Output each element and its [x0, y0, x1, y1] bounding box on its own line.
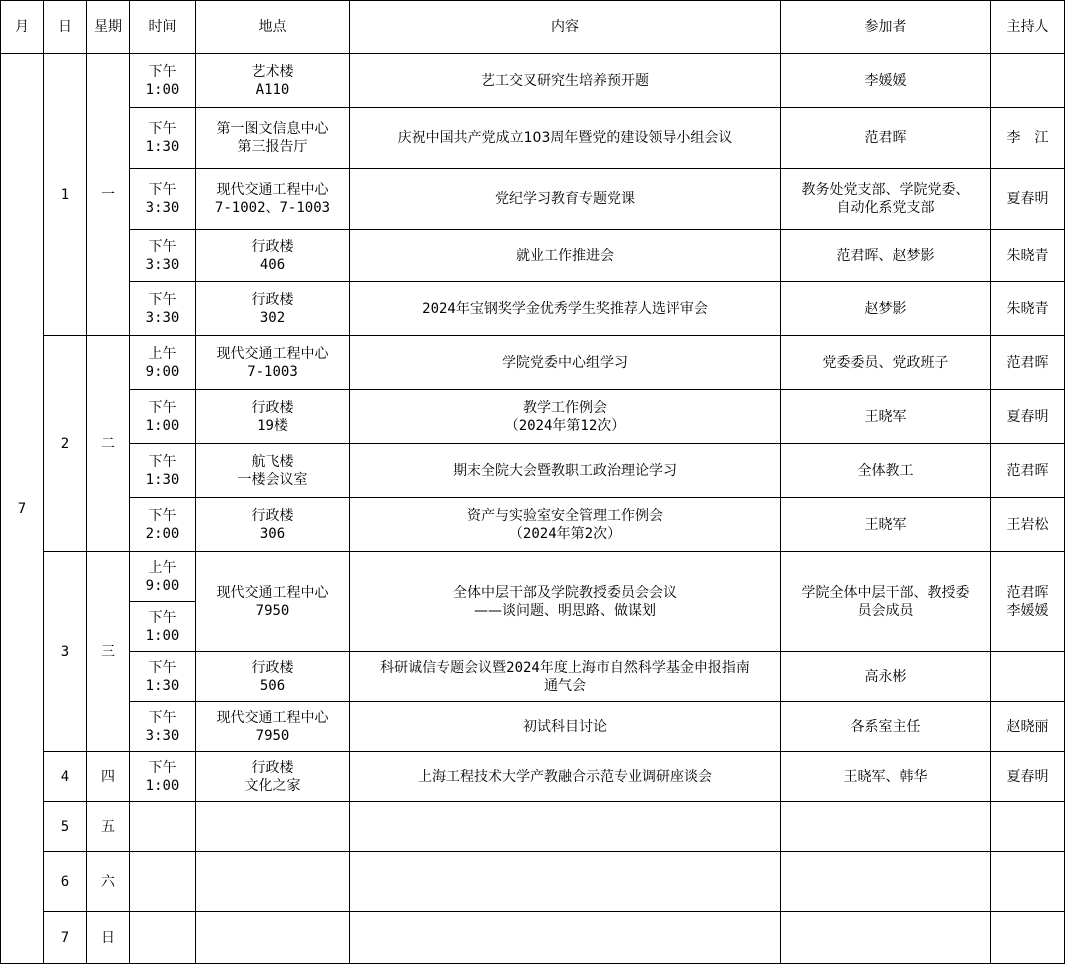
host-cell: 王岩松 — [991, 498, 1065, 552]
location-cell: 现代交通工程中心 7-1003 — [196, 336, 350, 390]
participants-cell: 教务处党支部、学院党委、 自动化系党支部 — [781, 169, 991, 230]
location-cell: 现代交通工程中心 7950 — [196, 552, 350, 652]
location-cell: 航飞楼 一楼会议室 — [196, 444, 350, 498]
time-cell: 下午 1:30 — [130, 108, 196, 169]
day-cell: 1 — [44, 54, 87, 336]
content-cell — [350, 852, 781, 912]
participants-cell — [781, 912, 991, 964]
participants-cell: 王晓军 — [781, 390, 991, 444]
content-cell: 2024年宝钢奖学金优秀学生奖推荐人选评审会 — [350, 282, 781, 336]
location-cell — [196, 852, 350, 912]
location-cell: 行政楼 306 — [196, 498, 350, 552]
time-cell: 下午 1:00 — [130, 390, 196, 444]
host-cell — [991, 802, 1065, 852]
time-cell: 下午 1:00 — [130, 752, 196, 802]
participants-cell — [781, 852, 991, 912]
location-cell — [196, 802, 350, 852]
header-weekday: 星期 — [87, 1, 130, 54]
time-cell: 下午 3:30 — [130, 230, 196, 282]
host-cell: 夏春明 — [991, 752, 1065, 802]
weekday-cell: 二 — [87, 336, 130, 552]
table-row — [1, 652, 1065, 702]
host-cell: 夏春明 — [991, 169, 1065, 230]
content-cell: 全体中层干部及学院教授委员会会议 ——谈问题、明思路、做谋划 — [350, 552, 781, 652]
weekday-cell: 日 — [87, 912, 130, 964]
time-cell: 下午 1:30 — [130, 652, 196, 702]
participants-cell: 李媛媛 — [781, 54, 991, 108]
content-cell: 资产与实验室安全管理工作例会 （2024年第2次） — [350, 498, 781, 552]
participants-cell: 高永彬 — [781, 652, 991, 702]
content-cell: 上海工程技术大学产教融合示范专业调研座谈会 — [350, 752, 781, 802]
location-cell — [196, 912, 350, 964]
location-cell: 现代交通工程中心 7950 — [196, 702, 350, 752]
host-cell — [991, 652, 1065, 702]
weekday-cell: 四 — [87, 752, 130, 802]
location-cell: 艺术楼 A110 — [196, 54, 350, 108]
table-row — [1, 108, 1065, 169]
participants-cell: 王晓军、韩华 — [781, 752, 991, 802]
table-row — [1, 852, 1065, 912]
participants-cell: 赵梦影 — [781, 282, 991, 336]
time-cell: 上午 9:00 — [130, 552, 196, 602]
time-cell: 下午 3:30 — [130, 702, 196, 752]
participants-cell: 范君晖、赵梦影 — [781, 230, 991, 282]
location-cell: 行政楼 406 — [196, 230, 350, 282]
location-cell: 现代交通工程中心 7-1002、7-1003 — [196, 169, 350, 230]
host-cell: 朱晓青 — [991, 230, 1065, 282]
content-cell — [350, 802, 781, 852]
table-row — [1, 54, 1065, 108]
content-cell: 初试科目讨论 — [350, 702, 781, 752]
month-cell: 7 — [1, 54, 44, 964]
participants-cell: 各系室主任 — [781, 702, 991, 752]
day-cell: 4 — [44, 752, 87, 802]
header-row — [1, 1, 1065, 54]
table-row — [1, 390, 1065, 444]
header-host: 主持人 — [991, 1, 1065, 54]
header-month: 月 — [1, 1, 44, 54]
weekday-cell: 三 — [87, 552, 130, 752]
header-content: 内容 — [350, 1, 781, 54]
time-cell: 下午 1:00 — [130, 602, 196, 652]
time-cell — [130, 802, 196, 852]
table-row — [1, 444, 1065, 498]
content-cell: 艺工交叉研究生培养预开题 — [350, 54, 781, 108]
content-cell: 期末全院大会暨教职工政治理论学习 — [350, 444, 781, 498]
table-row — [1, 912, 1065, 964]
day-cell: 5 — [44, 802, 87, 852]
header-location: 地点 — [196, 1, 350, 54]
content-cell: 学院党委中心组学习 — [350, 336, 781, 390]
time-cell: 下午 3:30 — [130, 282, 196, 336]
table-row — [1, 802, 1065, 852]
time-cell: 下午 1:00 — [130, 54, 196, 108]
weekday-cell: 六 — [87, 852, 130, 912]
participants-cell: 全体教工 — [781, 444, 991, 498]
participants-cell: 党委委员、党政班子 — [781, 336, 991, 390]
location-cell: 行政楼 文化之家 — [196, 752, 350, 802]
table-row — [1, 498, 1065, 552]
day-cell: 3 — [44, 552, 87, 752]
host-cell: 朱晓青 — [991, 282, 1065, 336]
content-cell: 党纪学习教育专题党课 — [350, 169, 781, 230]
time-cell: 上午 9:00 — [130, 336, 196, 390]
participants-cell: 范君晖 — [781, 108, 991, 169]
time-cell — [130, 912, 196, 964]
content-cell — [350, 912, 781, 964]
host-cell — [991, 852, 1065, 912]
table-row — [1, 336, 1065, 390]
host-cell: 李 江 — [991, 108, 1065, 169]
time-cell: 下午 2:00 — [130, 498, 196, 552]
host-cell: 范君晖 — [991, 444, 1065, 498]
time-cell — [130, 852, 196, 912]
time-cell: 下午 1:30 — [130, 444, 196, 498]
table-row — [1, 230, 1065, 282]
host-cell: 范君晖 李媛媛 — [991, 552, 1065, 652]
content-cell: 就业工作推进会 — [350, 230, 781, 282]
table-row — [1, 282, 1065, 336]
host-cell — [991, 54, 1065, 108]
day-cell: 2 — [44, 336, 87, 552]
participants-cell — [781, 802, 991, 852]
table-row — [1, 169, 1065, 230]
weekday-cell: 一 — [87, 54, 130, 336]
participants-cell: 学院全体中层干部、教授委 员会成员 — [781, 552, 991, 652]
day-cell: 6 — [44, 852, 87, 912]
content-cell: 科研诚信专题会议暨2024年度上海市自然科学基金申报指南 通气会 — [350, 652, 781, 702]
participants-cell: 王晓军 — [781, 498, 991, 552]
host-cell: 赵晓丽 — [991, 702, 1065, 752]
weekday-cell: 五 — [87, 802, 130, 852]
header-day: 日 — [44, 1, 87, 54]
location-cell: 行政楼 19楼 — [196, 390, 350, 444]
location-cell: 行政楼 302 — [196, 282, 350, 336]
location-cell: 行政楼 506 — [196, 652, 350, 702]
host-cell — [991, 912, 1065, 964]
host-cell: 夏春明 — [991, 390, 1065, 444]
table-row — [1, 552, 1065, 602]
table-row — [1, 752, 1065, 802]
location-cell: 第一图文信息中心 第三报告厅 — [196, 108, 350, 169]
time-cell: 下午 3:30 — [130, 169, 196, 230]
header-participants: 参加者 — [781, 1, 991, 54]
content-cell: 教学工作例会 （2024年第12次） — [350, 390, 781, 444]
table-row — [1, 702, 1065, 752]
header-time: 时间 — [130, 1, 196, 54]
day-cell: 7 — [44, 912, 87, 964]
content-cell: 庆祝中国共产党成立103周年暨党的建设领导小组会议 — [350, 108, 781, 169]
host-cell: 范君晖 — [991, 336, 1065, 390]
